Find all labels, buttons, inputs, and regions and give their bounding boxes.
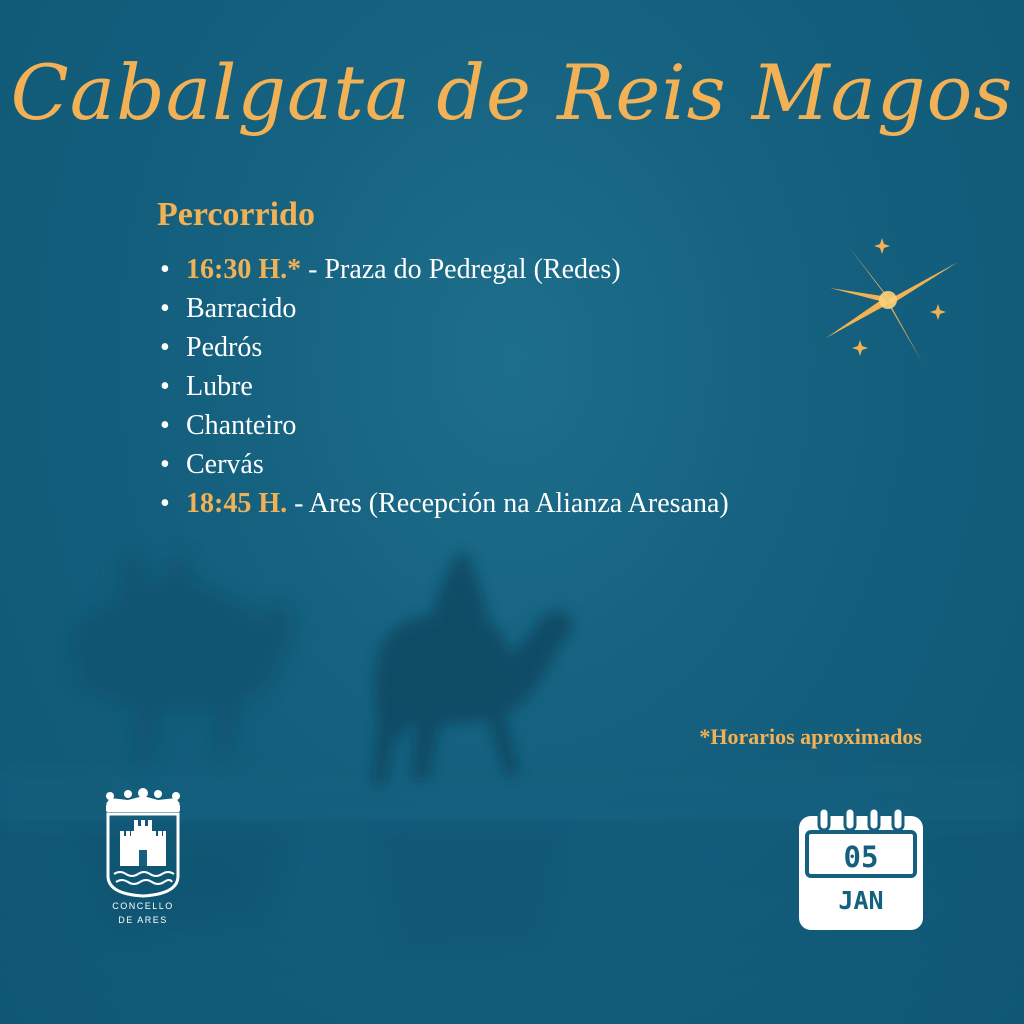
bullet-icon: • xyxy=(160,449,170,480)
calendar-date-badge xyxy=(797,806,925,932)
bullet-icon: • xyxy=(160,488,170,519)
route-place: Lubre xyxy=(186,371,253,402)
route-place: Pedrós xyxy=(186,332,263,363)
list-item xyxy=(160,289,729,328)
route-place: - Ares (Recepción na Alianza Aresana) xyxy=(287,488,729,519)
route-heading: Percorrido xyxy=(157,196,315,233)
bullet-icon: • xyxy=(160,410,170,441)
page-title: Cabalgata de Reis Magos xyxy=(10,48,1014,137)
concello-de-ares-logo xyxy=(98,786,188,931)
list-item xyxy=(160,250,729,289)
bullet-icon: • xyxy=(160,293,170,324)
bullet-icon: • xyxy=(160,332,170,363)
castle-crest-icon xyxy=(98,786,188,898)
calendar-month: JAN xyxy=(838,886,884,915)
route-list xyxy=(160,250,729,523)
crest-label-line1: CONCELLO xyxy=(112,901,174,911)
list-item xyxy=(160,484,729,523)
list-item xyxy=(160,445,729,484)
bullet-icon: • xyxy=(160,254,170,285)
route-place: Barracido xyxy=(186,293,297,324)
calendar-day: 05 xyxy=(843,840,879,874)
route-time: 18:45 H. xyxy=(186,488,288,519)
list-item xyxy=(160,406,729,445)
route-place: - Praza do Pedregal (Redes) xyxy=(301,254,621,285)
bullet-icon: • xyxy=(160,371,170,402)
star-sparkle-icon xyxy=(820,230,960,370)
list-item xyxy=(160,367,729,406)
crest-label-line2: DE ARES xyxy=(118,915,168,925)
route-place: Chanteiro xyxy=(186,410,297,441)
list-item xyxy=(160,328,729,367)
route-place: Cervás xyxy=(186,449,264,480)
route-time: 16:30 H.* xyxy=(186,254,302,285)
approximate-times-note: *Horarios aproximados xyxy=(699,724,922,749)
